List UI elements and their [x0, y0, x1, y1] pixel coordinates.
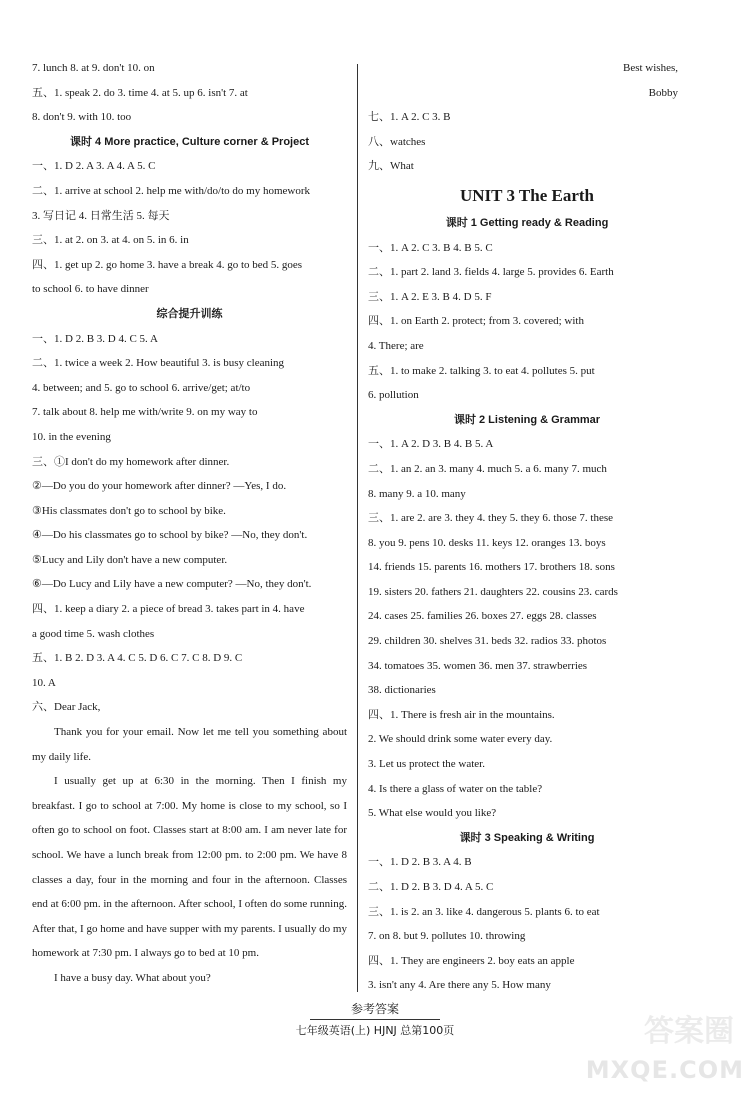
answer-block-a — [32, 56, 347, 130]
answer-line: 二、1. an 2. an 3. many 4. much 5. a 6. many 7. much — [368, 462, 607, 475]
answer-line: 6. pollution — [368, 389, 419, 402]
answer-line: 二、1. arrive at school 2. help me with/do/to do my homework — [32, 184, 311, 197]
answer-line: 四、1. There is fresh air in the mountains. — [368, 708, 555, 721]
column-divider — [357, 64, 358, 992]
answer-line: 8. many 9. a 10. many — [368, 487, 466, 500]
answer-block-a — [368, 105, 686, 179]
answer-line: 四、1. keep a diary 2. a piece of bread 3. takes part in 4. have — [32, 603, 305, 616]
letter-paragraph-2: I usually get up at 6:30 in the morning. Then I finish my breakfast. I go to school at 7:00. My home is close to my school, so I often go to school on foot. Classes start at 8:00 am. I am never late for school. We have a lunch break from 12:00 pm. to 2:00 pm. We have 8 classes a day, four in the morning and four in the afternoon. Classes end at 6:00 pm. in the afternoon. After school, I often do some running. After that, I go home and have supper with my parents. I usually do my homework at 7:30 pm. I always go to bed at 10 pm. — [32, 775, 347, 960]
answer-line: 一、1. D 2. B 3. A 4. B — [368, 856, 472, 869]
answer-line: 38. dictionaries — [368, 684, 436, 697]
answer-line: 九、What — [368, 160, 414, 173]
answer-line: 5. What else would you like? — [368, 807, 497, 820]
answer-block-c — [32, 327, 347, 721]
answer-line: 五、1. speak 2. do 3. time 4. at 5. up 6. isn't 7. at — [32, 86, 248, 99]
answer-line: ⑥—Do Lucy and Lily have a new computer? —No, they don't. — [32, 578, 312, 591]
footer-rule — [310, 1019, 440, 1020]
answer-line: 二、1. D 2. B 3. D 4. A 5. C — [368, 881, 494, 893]
answer-line: 34. tomatoes 35. women 36. men 37. strawberries — [368, 659, 588, 672]
letter-signature: Bobby — [648, 86, 678, 99]
answer-block-b — [368, 236, 686, 408]
letter-paragraph-1: Thank you for your email. Now let me tell you something about my daily life. — [32, 726, 347, 763]
answer-block-d — [368, 850, 686, 998]
answer-line: 29. children 30. shelves 31. beds 32. radios 33. photos — [368, 635, 607, 648]
answer-line: ③His classmates don't go to school by bike. — [32, 504, 226, 517]
answer-line: ⑤Lucy and Lily don't have a new computer. — [32, 553, 228, 566]
answer-line: 4. between; and 5. go to school 6. arrive/get; at/to — [32, 381, 251, 394]
left-column — [32, 56, 347, 991]
answer-line: 3. Let us protect the water. — [368, 758, 485, 771]
watermark-text: MXQE.COM — [585, 1056, 744, 1084]
answer-line: 七、1. A 2. C 3. B — [368, 111, 451, 124]
answer-line: 4. There; are — [368, 339, 424, 352]
answer-line: 八、watches — [368, 135, 426, 148]
answer-line: ②—Do you do your homework after dinner? —Yes, I do. — [32, 480, 287, 493]
answer-line: 3. isn't any 4. Are there any 5. How many — [368, 979, 551, 992]
answer-line: 五、1. to make 2. talking 3. to eat 4. pollutes 5. put — [368, 364, 595, 377]
answer-line: 8. don't 9. with 10. too — [32, 111, 132, 124]
answer-line: 3. 写日记 4. 日常生活 5. 每天 — [32, 209, 170, 222]
answer-line: 二、1. part 2. land 3. fields 4. large 5. provides 6. Earth — [368, 266, 614, 279]
answer-line: 4. Is there a glass of water on the table? — [368, 782, 543, 795]
letter-signoff: Best wishes, — [623, 62, 678, 74]
answer-line: 一、1. D 2. A 3. A 4. A 5. C — [32, 160, 156, 173]
answer-line: 7. on 8. but 9. pollutes 10. throwing — [368, 930, 526, 943]
answer-line: 三、1. are 2. are 3. they 4. they 5. they 6. those 7. these — [368, 512, 613, 525]
answer-line: to school 6. to have dinner — [32, 283, 149, 296]
answer-line: 六、Dear Jack, — [32, 701, 101, 714]
answer-line: 7. lunch 8. at 9. don't 10. on — [32, 62, 155, 74]
answer-block-c — [368, 432, 686, 826]
answer-line: 一、1. A 2. D 3. B 4. B 5. A — [368, 438, 494, 451]
right-column — [368, 56, 686, 998]
answer-line: 二、1. twice a week 2. How beautiful 3. is busy cleaning — [32, 357, 285, 370]
answer-line: 五、1. B 2. D 3. A 4. C 5. D 6. C 7. C 8. D 9. C — [32, 652, 243, 665]
unit-title: UNIT 3 The Earth — [460, 185, 594, 205]
answer-line: 三、1. is 2. an 3. like 4. dangerous 5. plants 6. to eat — [368, 905, 600, 918]
answer-line: 10. in the evening — [32, 430, 111, 443]
answer-line: 8. you 9. pens 10. desks 11. keys 12. oranges 13. boys — [368, 536, 606, 549]
footer-title: 参考答案 — [350, 1002, 399, 1016]
letter-paragraph-3: I have a busy day. What about you? — [54, 971, 211, 984]
answer-line: 四、1. on Earth 2. protect; from 3. covered; with — [368, 315, 584, 328]
watermark-logo — [585, 1004, 744, 1090]
section-heading-lesson4: 课时 4 More practice, Culture corner & Project — [69, 135, 309, 148]
answer-line: 2. We should drink some water every day. — [368, 733, 553, 746]
section-heading-lesson3: 课时 3 Speaking & Writing — [459, 831, 595, 844]
watermark-cn: 答案圈 — [644, 1014, 734, 1049]
section-heading-lesson2: 课时 2 Listening & Grammar — [453, 413, 601, 426]
answer-line: 14. friends 15. parents 16. mothers 17. brothers 18. sons — [368, 561, 615, 574]
section-heading-lesson1: 课时 1 Getting ready & Reading — [445, 216, 609, 229]
answer-line: 四、1. get up 2. go home 3. have a break 4. go to bed 5. goes — [32, 258, 303, 271]
answer-line: 一、1. D 2. B 3. D 4. C 5. A — [32, 332, 158, 345]
answer-block-b — [32, 154, 347, 302]
answer-line: ④—Do his classmates go to school by bike? —No, they don't. — [32, 529, 308, 542]
answer-line: 一、1. A 2. C 3. B 4. B 5. C — [368, 241, 493, 254]
answer-line: 24. cases 25. families 26. boxes 27. eggs 28. classes — [368, 610, 597, 623]
answer-line: 三、①I don't do my homework after dinner. — [32, 455, 230, 468]
answer-line: 三、1. A 2. E 3. B 4. D 5. F — [368, 290, 492, 303]
answer-line: 四、1. They are engineers 2. boy eats an apple — [368, 954, 575, 967]
section-heading-review: 综合提升训练 — [156, 307, 223, 320]
answer-line: a good time 5. wash clothes — [32, 627, 155, 640]
answer-line: 10. A — [32, 676, 56, 689]
answer-line: 7. talk about 8. help me with/write 9. on my way to — [32, 406, 258, 419]
footer-page-info: 七年级英语(上) HJNJ 总第100页 — [295, 1024, 455, 1037]
answer-line: 19. sisters 20. fathers 21. daughters 22. cousins 23. cards — [368, 585, 618, 598]
answer-line: 三、1. at 2. on 3. at 4. on 5. in 6. in — [32, 234, 189, 247]
